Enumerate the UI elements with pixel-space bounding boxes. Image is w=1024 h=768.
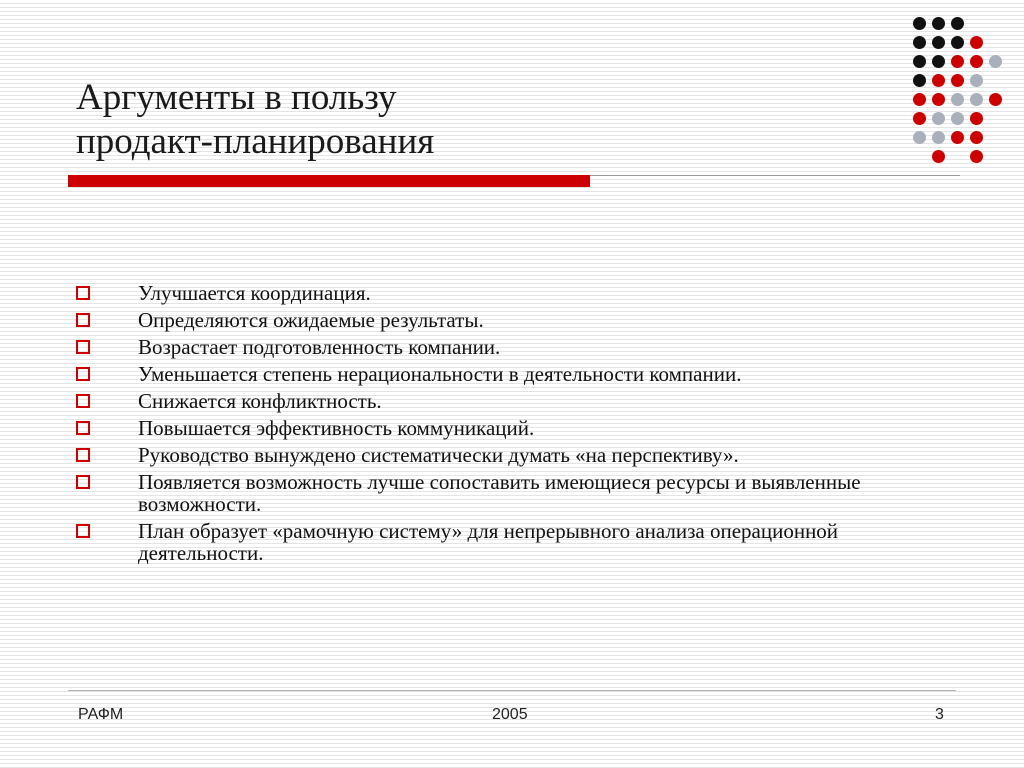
decor-dot: [951, 17, 964, 30]
list-item: [76, 336, 956, 358]
bullet-list: [76, 282, 956, 569]
decor-dot: [932, 131, 945, 144]
footer-organization: РАФМ: [78, 706, 124, 723]
list-item: [76, 444, 956, 466]
decor-dot: [932, 74, 945, 87]
decor-dot: [970, 74, 983, 87]
bullet-text: Появляется возможность лучше сопоставить имеющиеся ресурсы и выявленные возможности.: [138, 470, 861, 516]
bullet-text: Руководство вынуждено систематически думать «на перспективу».: [138, 443, 739, 467]
hollow-square-icon: [76, 394, 90, 408]
decorative-dot-grid: [0, 0, 1024, 170]
decor-dot: [951, 112, 964, 125]
decor-dot: [951, 93, 964, 106]
hollow-square-icon: [76, 286, 90, 300]
decor-dot: [932, 112, 945, 125]
footer-year: 2005: [492, 706, 528, 723]
hollow-square-icon: [76, 367, 90, 381]
decor-dot: [951, 55, 964, 68]
decor-dot: [932, 93, 945, 106]
decor-dot: [970, 150, 983, 163]
decor-dot: [970, 93, 983, 106]
list-item: [76, 520, 956, 564]
slide-title-line-1: Аргументы в пользу: [76, 77, 397, 118]
decor-dot: [970, 36, 983, 49]
decor-dot: [932, 17, 945, 30]
decor-dot: [913, 17, 926, 30]
page-number: 3: [935, 706, 944, 723]
decor-dot: [913, 131, 926, 144]
hollow-square-icon: [76, 475, 90, 489]
list-item: [76, 363, 956, 385]
slide-title-line-2: продакт-планирования: [76, 121, 435, 162]
decor-dot: [989, 55, 1002, 68]
decor-dot: [951, 131, 964, 144]
title-underline-rule: [590, 175, 960, 176]
decor-dot: [970, 55, 983, 68]
decor-dot: [951, 36, 964, 49]
decor-dot: [913, 112, 926, 125]
decor-dot: [951, 74, 964, 87]
footer-divider: [68, 690, 956, 691]
bullet-text: Определяются ожидаемые результаты.: [138, 308, 484, 332]
decor-dot: [932, 55, 945, 68]
hollow-square-icon: [76, 448, 90, 462]
list-item: [76, 417, 956, 439]
hollow-square-icon: [76, 421, 90, 435]
decor-dot: [989, 93, 1002, 106]
decor-dot: [913, 74, 926, 87]
bullet-text: Снижается конфликтность.: [138, 389, 382, 413]
bullet-text: Уменьшается степень нерациональности в деятельности компании.: [138, 362, 742, 386]
decor-dot: [913, 36, 926, 49]
decor-dot: [970, 112, 983, 125]
bullet-text: План образует «рамочную систему» для непрерывного анализа операционной деятельности.: [138, 519, 839, 565]
decor-dot: [913, 55, 926, 68]
list-item: [76, 390, 956, 412]
list-item: [76, 282, 956, 304]
decor-dot: [932, 36, 945, 49]
hollow-square-icon: [76, 340, 90, 354]
bullet-text: Повышается эффективность коммуникаций.: [138, 416, 535, 440]
bullet-text: Возрастает подготовленность компании.: [138, 335, 501, 359]
hollow-square-icon: [76, 313, 90, 327]
title-underline-bar: [68, 175, 590, 187]
bullet-text: Улучшается координация.: [138, 281, 371, 305]
decor-dot: [913, 93, 926, 106]
decor-dot: [932, 150, 945, 163]
hollow-square-icon: [76, 524, 90, 538]
list-item: [76, 309, 956, 331]
list-item: [76, 471, 956, 515]
decor-dot: [970, 131, 983, 144]
